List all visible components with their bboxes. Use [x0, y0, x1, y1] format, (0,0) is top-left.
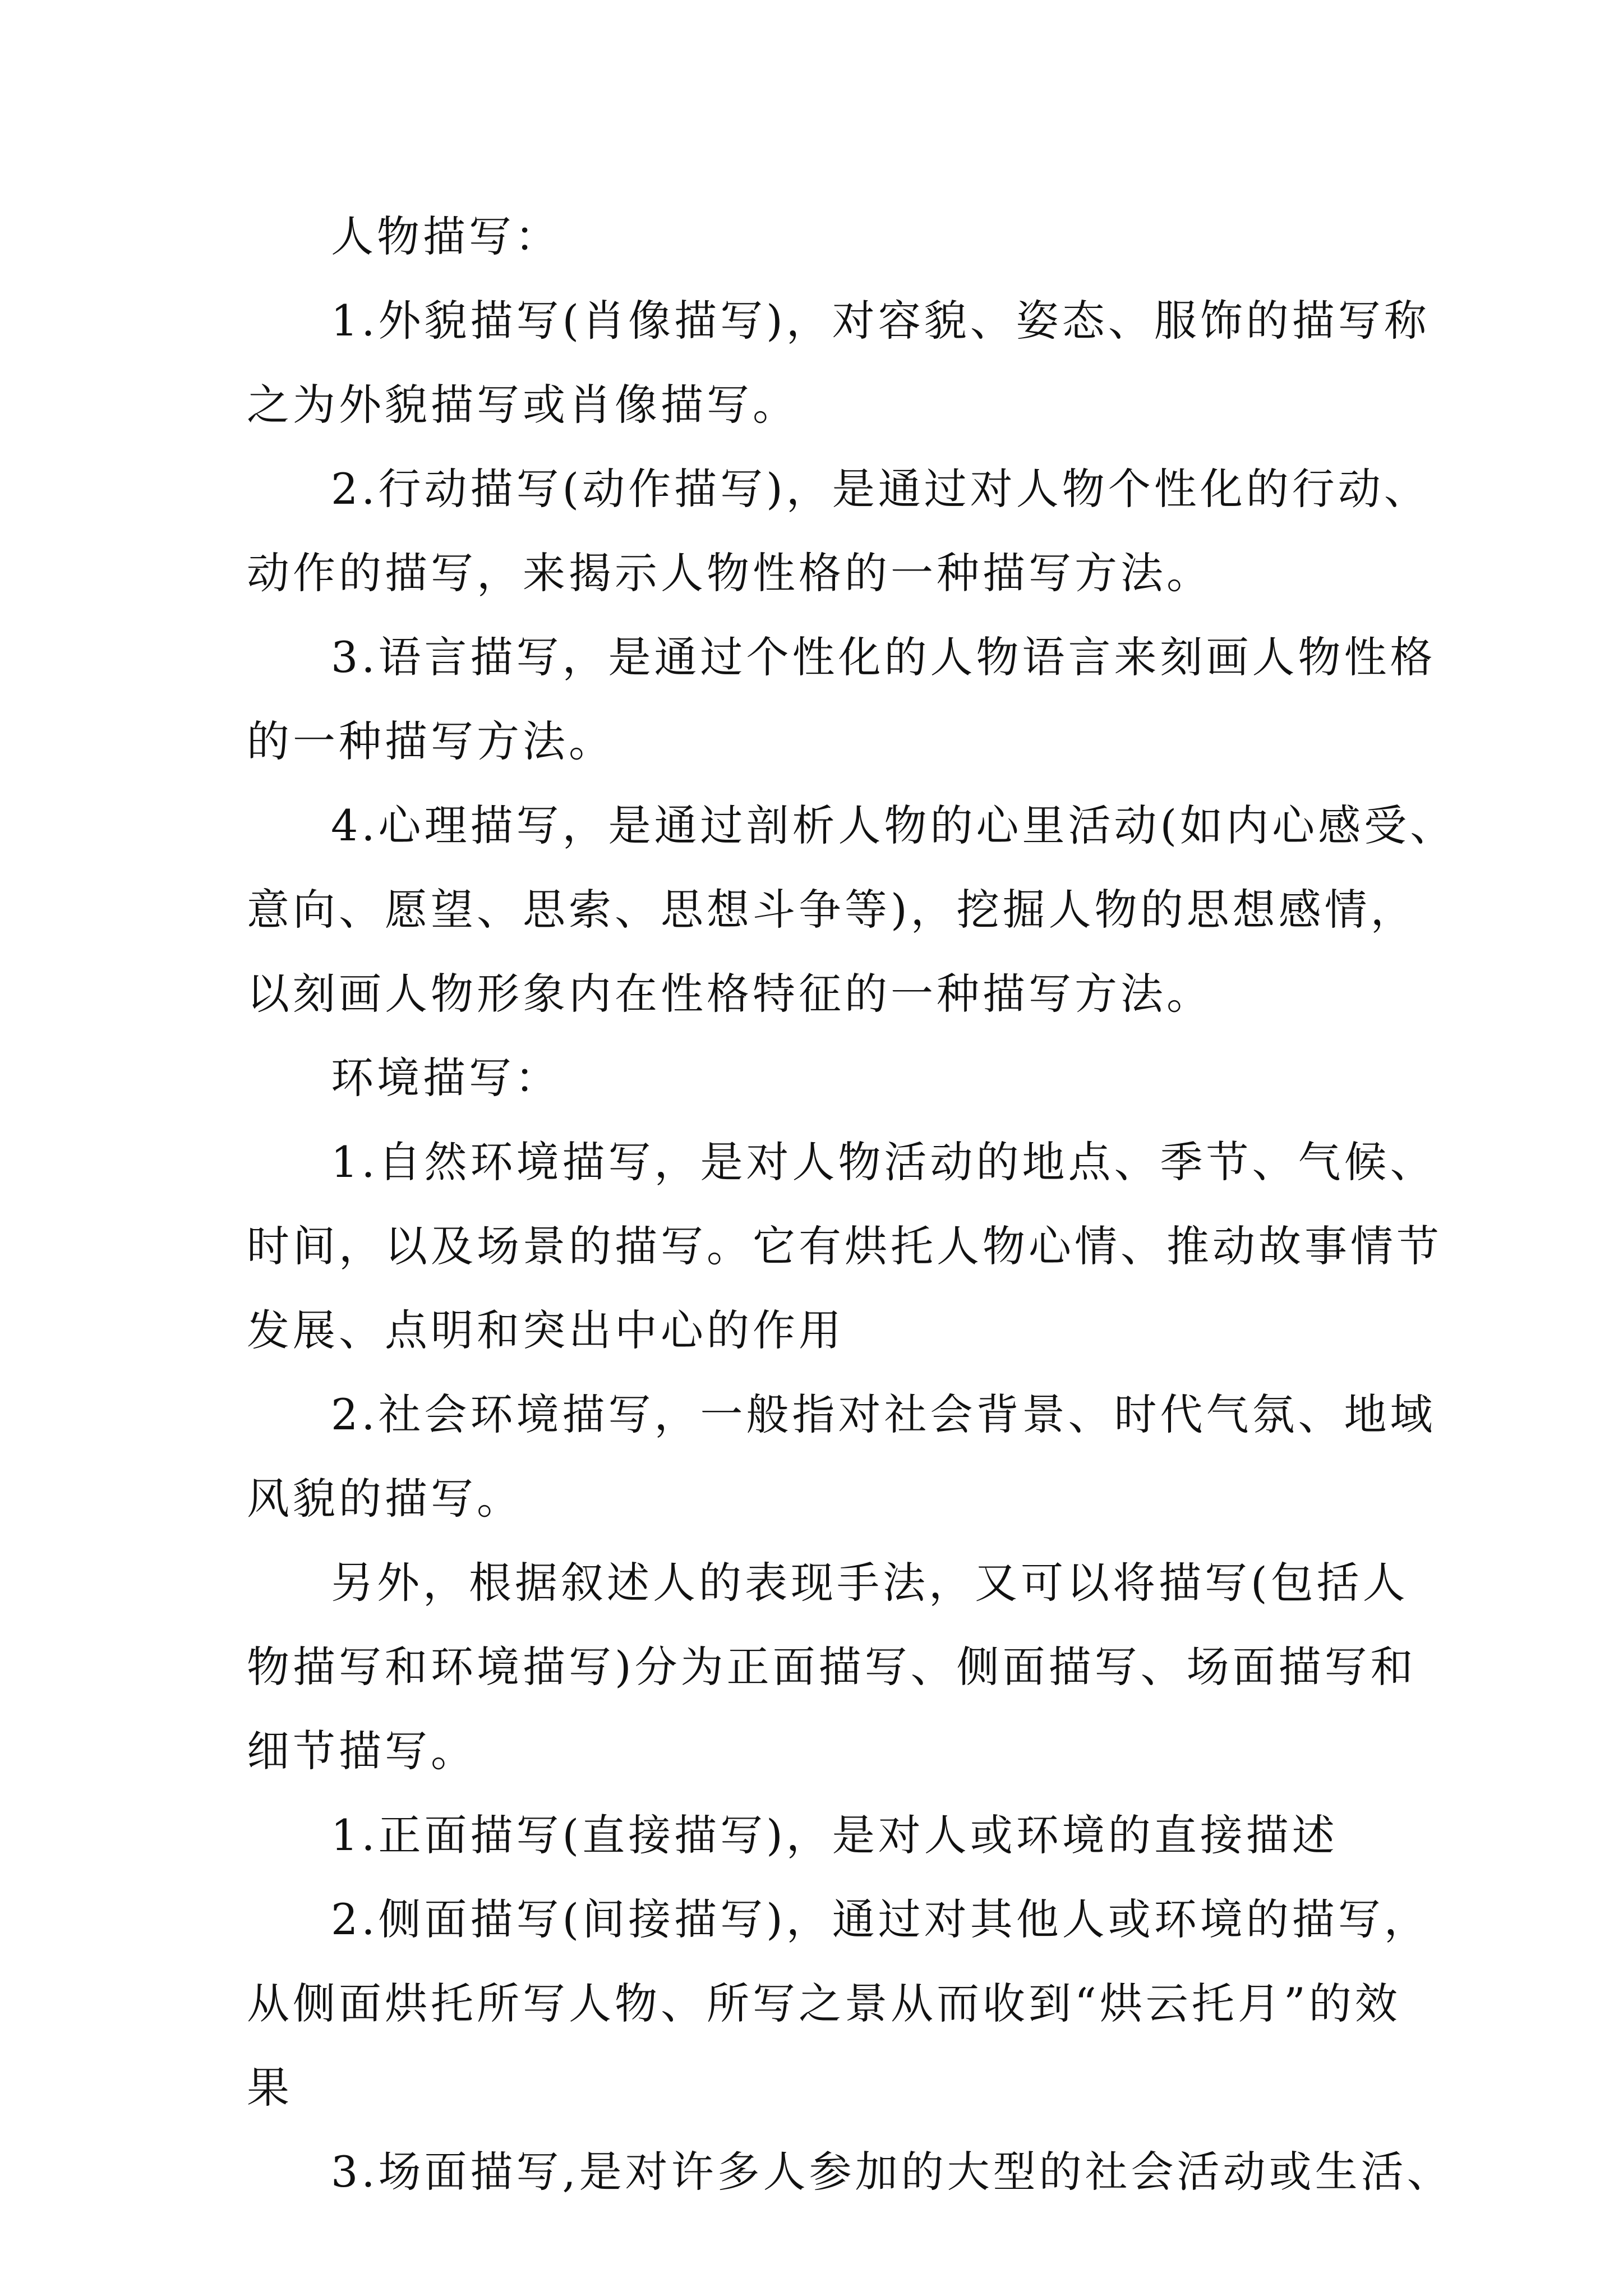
text-line: 果 — [247, 2063, 293, 2113]
text-line: 3.场面描写,是对许多人参加的大型的社会活动或生活、 — [331, 2147, 1453, 2197]
text-line: 3.语言描写，是通过个性化的人物语言来刻画人物性格 — [331, 632, 1436, 682]
text-line: 1.外貌描写(肖像描写)，对容貌、姿态、服饰的描写称 — [331, 296, 1430, 346]
text-line: 2.行动描写(动作描写)，是通过对人物个性化的行动、 — [331, 464, 1430, 514]
text-line: 从侧面烘托所写人物、所写之景从而收到“烘云托月”的效 — [247, 1978, 1401, 2028]
heading-environment-description: 环境描写： — [331, 1053, 561, 1103]
text-line: 以刻画人物形象内在性格特征的一种描写方法。 — [247, 969, 1212, 1019]
text-line: 时间，以及场景的描写。它有烘托人物心情、推动故事情节 — [247, 1221, 1442, 1271]
text-line: 动作的描写，来揭示人物性格的一种描写方法。 — [247, 548, 1212, 598]
text-line: 4.心理描写，是通过剖析人物的心里活动(如内心感受、 — [331, 800, 1456, 850]
text-line: 1.正面描写(直接描写)，是对人或环境的直接描述 — [331, 1810, 1338, 1860]
text-line: 的一种描写方法。 — [247, 716, 615, 766]
text-line: 发展、点明和突出中心的作用 — [247, 1305, 845, 1355]
text-line: 细节描写。 — [247, 1726, 477, 1776]
text-line: 物描写和环境描写)分为正面描写、侧面描写、场面描写和 — [247, 1642, 1417, 1692]
text-line: 风貌的描写。 — [247, 1474, 523, 1524]
text-line: 之为外貌描写或肖像描写。 — [247, 380, 799, 430]
heading-character-description: 人物描写： — [331, 211, 561, 261]
text-line: 意向、愿望、思索、思想斗争等)，挖掘人物的思想感情， — [247, 885, 1417, 935]
text-line: 2.侧面描写(间接描写)，通过对其他人或环境的描写， — [331, 1894, 1430, 1944]
text-line: 2.社会环境描写，一般指对社会背景、时代气氛、地域 — [331, 1389, 1436, 1439]
text-line: 另外，根据叙述人的表现手法，又可以将描写(包括人 — [331, 1558, 1409, 1608]
text-line: 1.自然环境描写，是对人物活动的地点、季节、气候、 — [331, 1137, 1436, 1187]
